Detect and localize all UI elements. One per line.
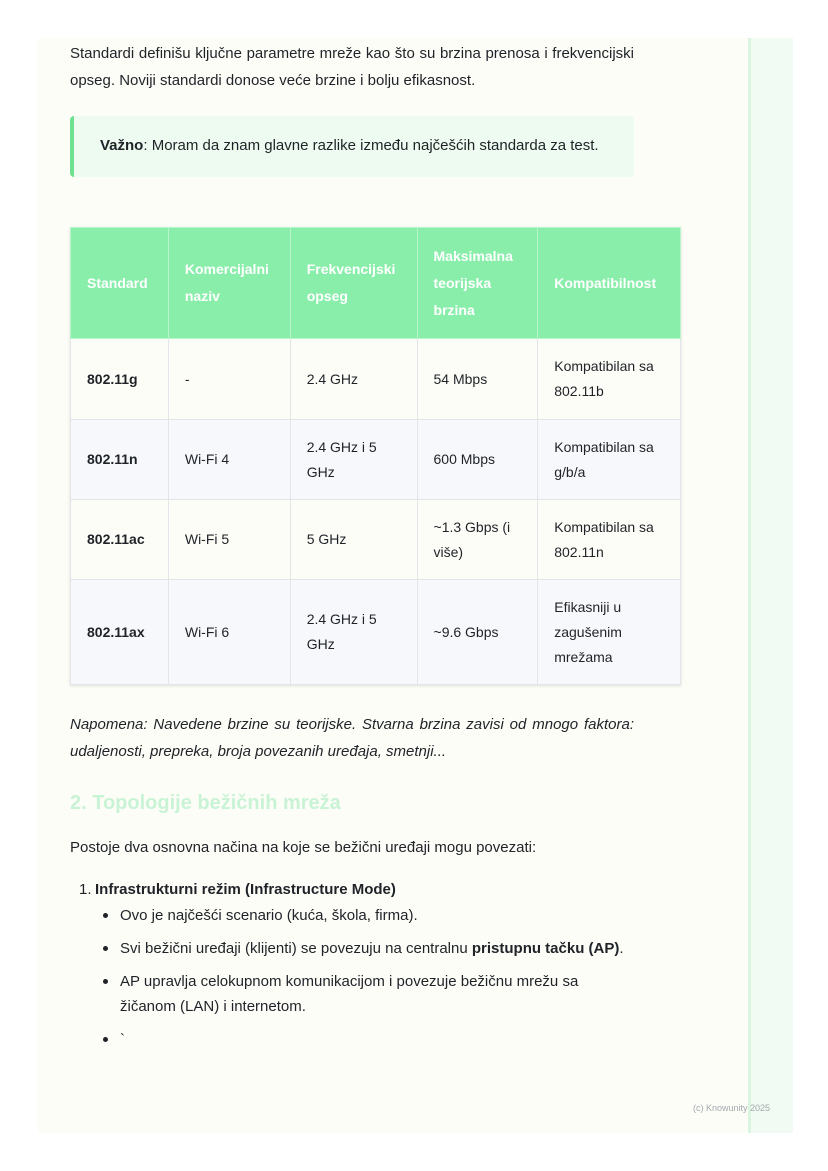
bullet-icon (103, 913, 108, 918)
side-strip (748, 38, 793, 1133)
callout-label: Važno (100, 137, 144, 154)
bullet-icon (103, 946, 108, 951)
intro-paragraph: Standardi definišu ključne parametre mreže kao što su brzina prenosa i frekvencijski opseg. Noviji standardi donose veće brzine i bolju efikasnost. (70, 45, 634, 89)
table-header-row (71, 228, 681, 339)
document-content (70, 40, 634, 177)
speed-note: Napomena: Navedene brzine su teorijske. Stvarna brzina zavisi od mnogo faktora: udaljenosti, prepreka, broja povezanih uređaja, smetnji... (70, 716, 634, 760)
standards-table (70, 227, 681, 685)
bullet-text: AP upravlja celokupnom komunikacijom i povezuje bežičnu mrežu sa žičanom (LAN) i internetom. (120, 973, 579, 1015)
cell-frequency: 5 GHz (290, 500, 417, 580)
cell-compatibility: Kompatibilan sa 802.11b (538, 339, 681, 420)
list-item-title: Infrastrukturni režim (Infrastructure Mode) (95, 881, 396, 898)
cell-standard: 802.11g (71, 339, 169, 420)
callout-text: : Moram da znam glavne razlike između najčešćih standarda za test. (143, 137, 599, 154)
cell-standard: 802.11ax (71, 580, 169, 685)
cell-standard: 802.11ac (71, 500, 169, 580)
cell-compatibility: Kompatibilan sa 802.11n (538, 500, 681, 580)
header-max-speed: Maksimalna teorijska brzina (417, 228, 538, 339)
header-standard: Standard (71, 228, 169, 339)
bullet-text-end: . (619, 940, 624, 957)
cell-frequency: 2.4 GHz (290, 339, 417, 420)
cell-commercial-name: - (168, 339, 290, 420)
topology-list (70, 877, 630, 1052)
table-row (71, 420, 681, 500)
bullet-text: Svi bežični uređaji (klijenti) se povezuju na centralnu (120, 940, 472, 957)
bullet-icon (103, 1037, 108, 1042)
bullet-item (120, 936, 630, 961)
table-row (71, 500, 681, 580)
bullet-text: Ovo je najčešći scenario (kuća, škola, firma). (120, 907, 418, 924)
bullet-bold-term: pristupnu tačku (AP) (471, 940, 620, 957)
cell-standard: 802.11n (71, 420, 169, 500)
cell-max-speed: ~1.3 Gbps (i više) (417, 500, 538, 580)
header-frequency: Frekvencijski opseg (290, 228, 417, 339)
cell-max-speed: ~9.6 Gbps (417, 580, 538, 685)
bullet-icon (103, 979, 108, 984)
footer-copyright: (c) Knowunity 2025 (693, 1103, 771, 1113)
cell-max-speed: 54 Mbps (417, 339, 538, 420)
header-commercial-name: Komercijalni naziv (168, 228, 290, 339)
section-heading: 2. Topologije bežičnih mreža (70, 792, 341, 814)
cell-commercial-name: Wi-Fi 6 (168, 580, 290, 685)
important-callout (70, 116, 634, 177)
bullet-item (120, 969, 630, 1019)
section-lead: Postoje dva osnovna načina na koje se bežični uređaji mogu povezati: (70, 839, 537, 856)
table-row (71, 339, 681, 420)
cell-frequency: 2.4 GHz i 5 GHz (290, 420, 417, 500)
cell-commercial-name: Wi-Fi 4 (168, 420, 290, 500)
cell-commercial-name: Wi-Fi 5 (168, 500, 290, 580)
cell-frequency: 2.4 GHz i 5 GHz (290, 580, 417, 685)
cell-max-speed: 600 Mbps (417, 420, 538, 500)
bullet-text: ` (120, 1031, 125, 1048)
bullet-list (70, 903, 630, 1052)
cell-compatibility: Kompatibilan sa g/b/a (538, 420, 681, 500)
list-item (70, 877, 630, 902)
list-number: 1. (79, 881, 92, 898)
bullet-item (120, 903, 630, 928)
table-row (71, 580, 681, 685)
cell-compatibility: Efikasniji u zagušenim mrežama (538, 580, 681, 685)
header-compatibility: Kompatibilnost (538, 228, 681, 339)
bullet-item (120, 1027, 630, 1052)
